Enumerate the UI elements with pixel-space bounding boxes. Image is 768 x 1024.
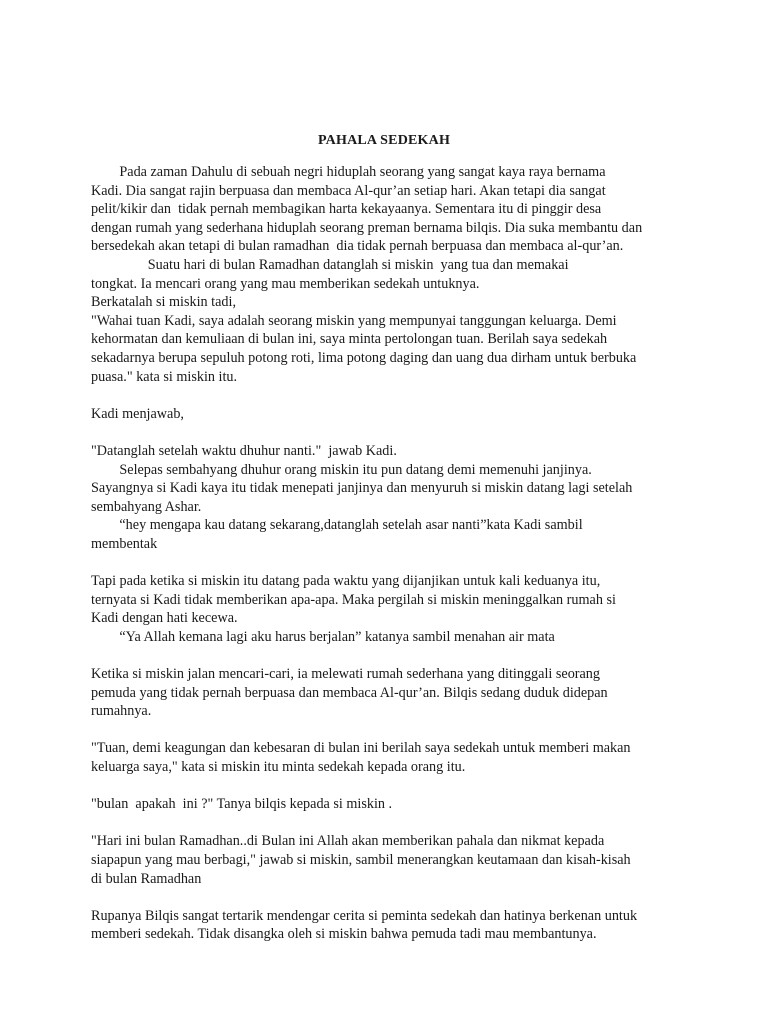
text-line: "Wahai tuan Kadi, saya adalah seorang miskin yang mempunyai tanggungan keluarga. Demi [91,312,617,329]
text-line: Kadi dengan hati kecewa. [91,610,238,627]
text-line: Suatu hari di bulan Ramadhan datanglah si miskin yang tua dan memakai [91,256,569,273]
text-line: puasa." kata si miskin itu. [91,368,238,385]
text-line: "bulan apakah ini ?" Tanya bilqis kepada si miskin . [91,796,393,813]
text-line: "Datanglah setelah waktu dhuhur nanti." jawab Kadi. [91,442,397,459]
document-body [91,163,691,944]
text-line: membentak [91,535,158,552]
blank-line [91,386,691,405]
blank-line [91,721,691,740]
blank-line [91,423,691,442]
text-line: “Ya Allah kemana lagi aku harus berjalan” katanya sambil menahan air mata [91,628,555,645]
text-line: siapapun yang mau berbagi," jawab si miskin, sambil menerangkan keutamaan dan kisah-kisah [91,851,631,868]
blank-line [91,814,691,833]
text-line: tongkat. Ia mencari orang yang mau memberikan sedekah untuknya. [91,275,480,292]
text-line: keluarga saya," kata si miskin itu minta sedekah kepada orang itu. [91,759,466,775]
text-line: Pada zaman Dahulu di sebuah negri hiduplah seorang yang sangat kaya raya bernama [91,164,606,180]
blank-line [91,553,691,572]
text-line: Ketika si miskin jalan mencari-cari, ia melewati rumah sederhana yang ditinggali seorang [91,666,600,683]
blank-line [91,646,691,665]
text-line: sembahyang Ashar. [91,498,202,515]
text-line: Rupanya Bilqis sangat tertarik mendengar cerita si peminta sedekah dan hatinya berkenan untuk [91,907,638,924]
text-line: dengan rumah yang sederhana hiduplah seorang preman bernama bilqis. Dia suka membantu dan [91,219,643,236]
text-line: Selepas sembahyang dhuhur orang miskin itu pun datang demi memenuhi janjinya. [91,461,592,478]
text-line: Kadi. Dia sangat rajin berpuasa dan membaca Al-qur’an setiap hari. Akan tetapi dia sangat [91,182,606,199]
text-line: “hey mengapa kau datang sekarang,datanglah setelah asar nanti”kata Kadi sambil [91,517,583,534]
text-line: bersedekah akan tetapi di bulan ramadhan dia tidak pernah berpuasa dan membaca al-qur’an. [91,238,624,255]
document-title: PAHALA SEDEKAH [317,133,451,148]
text-line: pelit/kikir dan tidak pernah membagikan harta kekayaanya. Sementara itu di pinggir desa [91,201,602,218]
text-line: pemuda yang tidak pernah berpuasa dan membaca Al-qur’an. Bilqis sedang duduk didepan [91,684,608,701]
text-line: rumahnya. [91,703,152,720]
text-line: Sayangnya si Kadi kaya itu tidak menepati janjinya dan menyuruh si miskin datang lagi setelah [91,480,633,497]
text-line: Tapi pada ketika si miskin itu datang pada waktu yang dijanjikan untuk kali keduanya itu, [91,573,601,590]
text-line: memberi sedekah. Tidak disangka oleh si miskin bahwa pemuda tadi mau membantunya. [91,926,597,943]
text-line: sekadarnya berupa sepuluh potong roti, lima potong daging dan uang dua dirham untuk berbuka [91,349,637,366]
text-line: ternyata si Kadi tidak memberikan apa-apa. Maka pergilah si miskin meninggalkan rumah si [91,591,616,608]
blank-line [91,777,691,796]
blank-line [91,888,691,907]
text-line: kehormatan dan kemuliaan di bulan ini, saya minta pertolongan tuan. Berilah saya sedekah [91,331,608,348]
text-line: "Tuan, demi keagungan dan kebesaran di bulan ini berilah saya sedekah untuk memberi makan [91,740,631,757]
text-line: Berkatalah si miskin tadi, [91,294,236,311]
text-line: di bulan Ramadhan [91,870,202,887]
text-line: "Hari ini bulan Ramadhan..di Bulan ini Allah akan memberikan pahala dan nikmat kepada [91,833,605,850]
text-line: Kadi menjawab, [91,405,184,422]
